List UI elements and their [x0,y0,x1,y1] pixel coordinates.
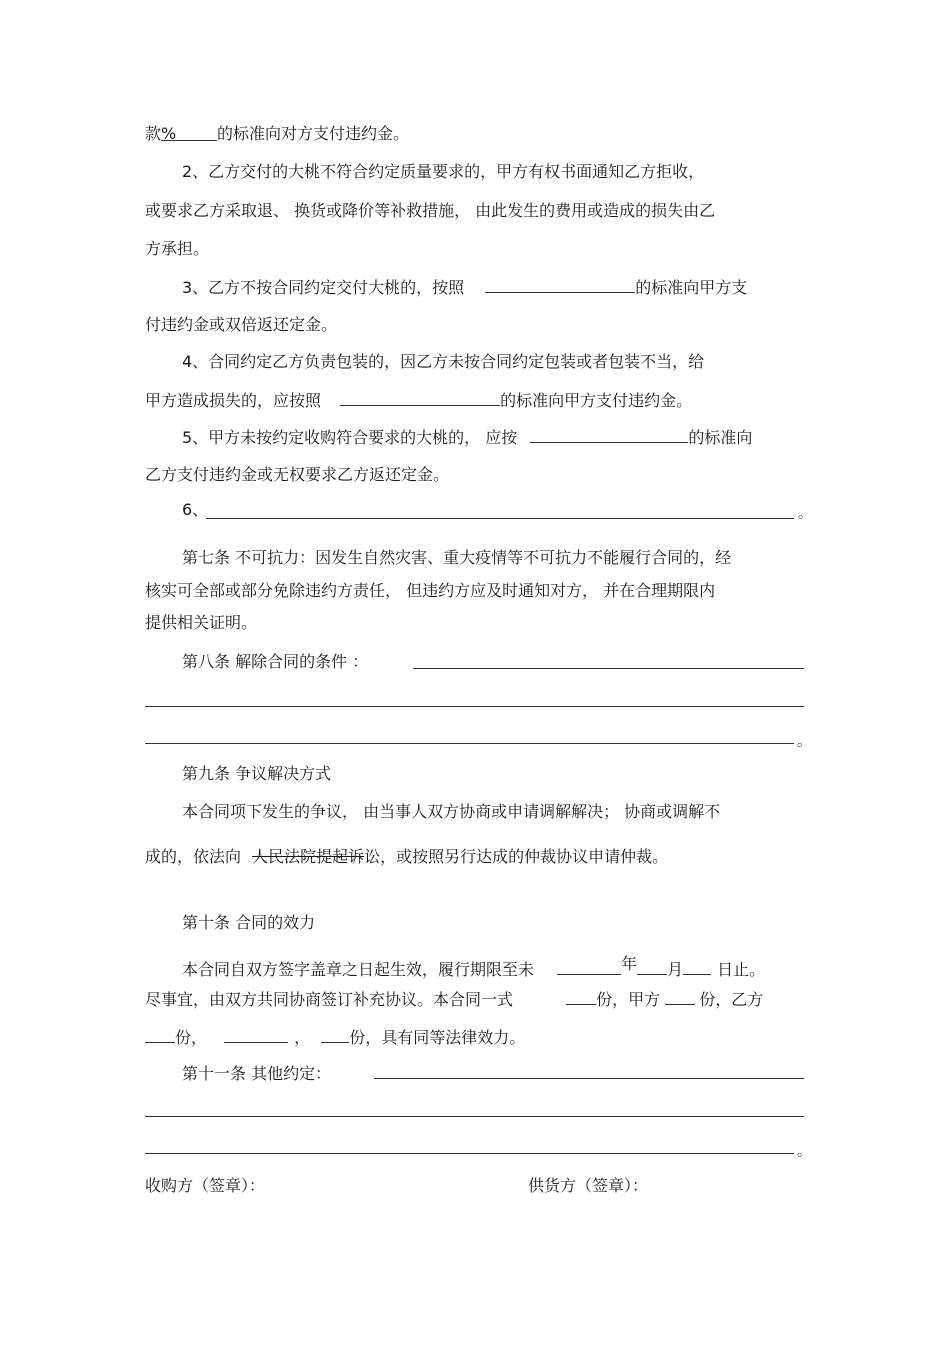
clause-2-line-3: 方承担。 [145,239,210,258]
seller-signature-label: 供货方（签章）： [528,1176,649,1195]
fill-blank[interactable] [340,389,500,406]
party-blank[interactable] [224,1026,288,1043]
article-8-heading: 第八条 解除合同的条件 ： [182,652,369,671]
article-10-line-3 [145,1026,525,1048]
article-9-line-2 [145,847,668,867]
fill-line[interactable] [145,706,804,707]
clause-2-line-1: 2、乙方交付的大桃不符合约定质量要求的，甲方有权书面通知乙方拒收， [182,162,705,181]
copies-blank[interactable] [665,988,695,1005]
clause-3-line-2: 付违约金或双倍返还定金。 [145,315,338,334]
buyer-signature-label: 收购方（签章）： [145,1176,266,1195]
text-fragment: 的标准向对方支付违约金。 [217,124,410,143]
text-line [145,124,409,144]
text-fragment: 成的，依法向 [145,847,242,866]
day-blank[interactable] [683,958,711,975]
text-fragment: 的标准向 [688,428,753,447]
text-fragment: 份，乙方 [699,990,764,1009]
clause-5-line-1 [182,426,752,448]
text-fragment: 甲方造成损失的，应按照 [145,391,322,410]
text-fragment: 本合同自双方签字盖章之日起生效，履行期限至未 [182,960,535,979]
clause-4-line-1: 4、合同约定乙方负责包装的，因乙方未按合同约定包装或者包装不当，给 [182,352,705,371]
clause-2-line-2: 或要求乙方采取退、 换货或降价等补救措施， 由此发生的费用或造成的损失由乙 [145,201,716,220]
month-label: 月 [667,960,684,979]
article-9-line-1: 本合同项下发生的争议， 由当事人双方协商或申请调解解决； 协商或调解不 [182,802,721,821]
article-7-line-2: 核实可全部或部分免除违约方责任， 但违约方应及时通知对方， 并在合理期限内 [145,581,716,600]
copies-blank[interactable] [321,1026,349,1043]
article-7-line-3: 提供相关证明。 [145,613,258,632]
period: 。 [798,506,812,522]
year-blank[interactable] [557,958,621,975]
percent-blank [161,124,217,141]
copies-blank[interactable] [145,1026,175,1043]
clause-4-line-2 [145,389,692,411]
period: 。 [797,1144,811,1160]
article-11-heading: 第十一条 其他约定： [182,1064,332,1083]
text-fragment: 份，甲方 [596,990,661,1009]
article-10-heading: 第十条 合同的效力 [182,913,316,932]
text-fragment: 尽事宜，由双方共同协商签订补充协议。本合同一式 [145,990,514,1009]
text-fragment: 3、乙方不按合同约定交付大桃的，按照 [182,278,465,297]
article-10-line-1 [182,954,766,980]
text-fragment: 份，具有同等法律效力。 [349,1028,526,1047]
text-fragment: 份， [175,1028,208,1047]
fill-line[interactable] [145,1116,804,1117]
month-blank[interactable] [637,958,667,975]
fill-blank[interactable] [485,276,635,293]
text-fragment: 款 [145,124,162,143]
year-label: 年 [621,954,638,973]
struck-text: 人民法院提起诉 [252,847,365,866]
article-7-line-1: 第七条 不可抗力：因发生自然灾害、重大疫情等不可抗力不能履行合同的，经 [182,548,732,567]
clause-6-label: 6、 [182,500,209,519]
clause-3-line-1 [182,276,747,298]
period: 。 [797,734,811,750]
fill-blank[interactable] [530,426,688,443]
text-fragment: ， [294,1028,311,1047]
fill-line[interactable] [413,668,804,669]
fill-line[interactable] [374,1078,804,1079]
clause-5-line-2: 乙方支付违约金或无权要求乙方返还定金。 [145,465,450,484]
text-fragment: 的标准向甲方支 [635,278,748,297]
fill-line[interactable] [206,518,794,519]
article-10-line-2 [145,988,763,1010]
fill-line[interactable] [145,1153,794,1154]
percent-sign: % [161,124,177,143]
article-9-heading: 第九条 争议解决方式 [182,764,332,783]
fill-line[interactable] [145,743,794,744]
copies-blank[interactable] [566,988,596,1005]
text-fragment: 的标准向甲方支付违约金。 [500,391,693,410]
text-fragment: 讼，或按照另行达成的仲裁协议申请仲裁。 [364,847,669,866]
text-fragment: 5、甲方未按约定收购符合要求的大桃的， 应按 [182,428,518,447]
day-label: 日止。 [717,960,766,979]
